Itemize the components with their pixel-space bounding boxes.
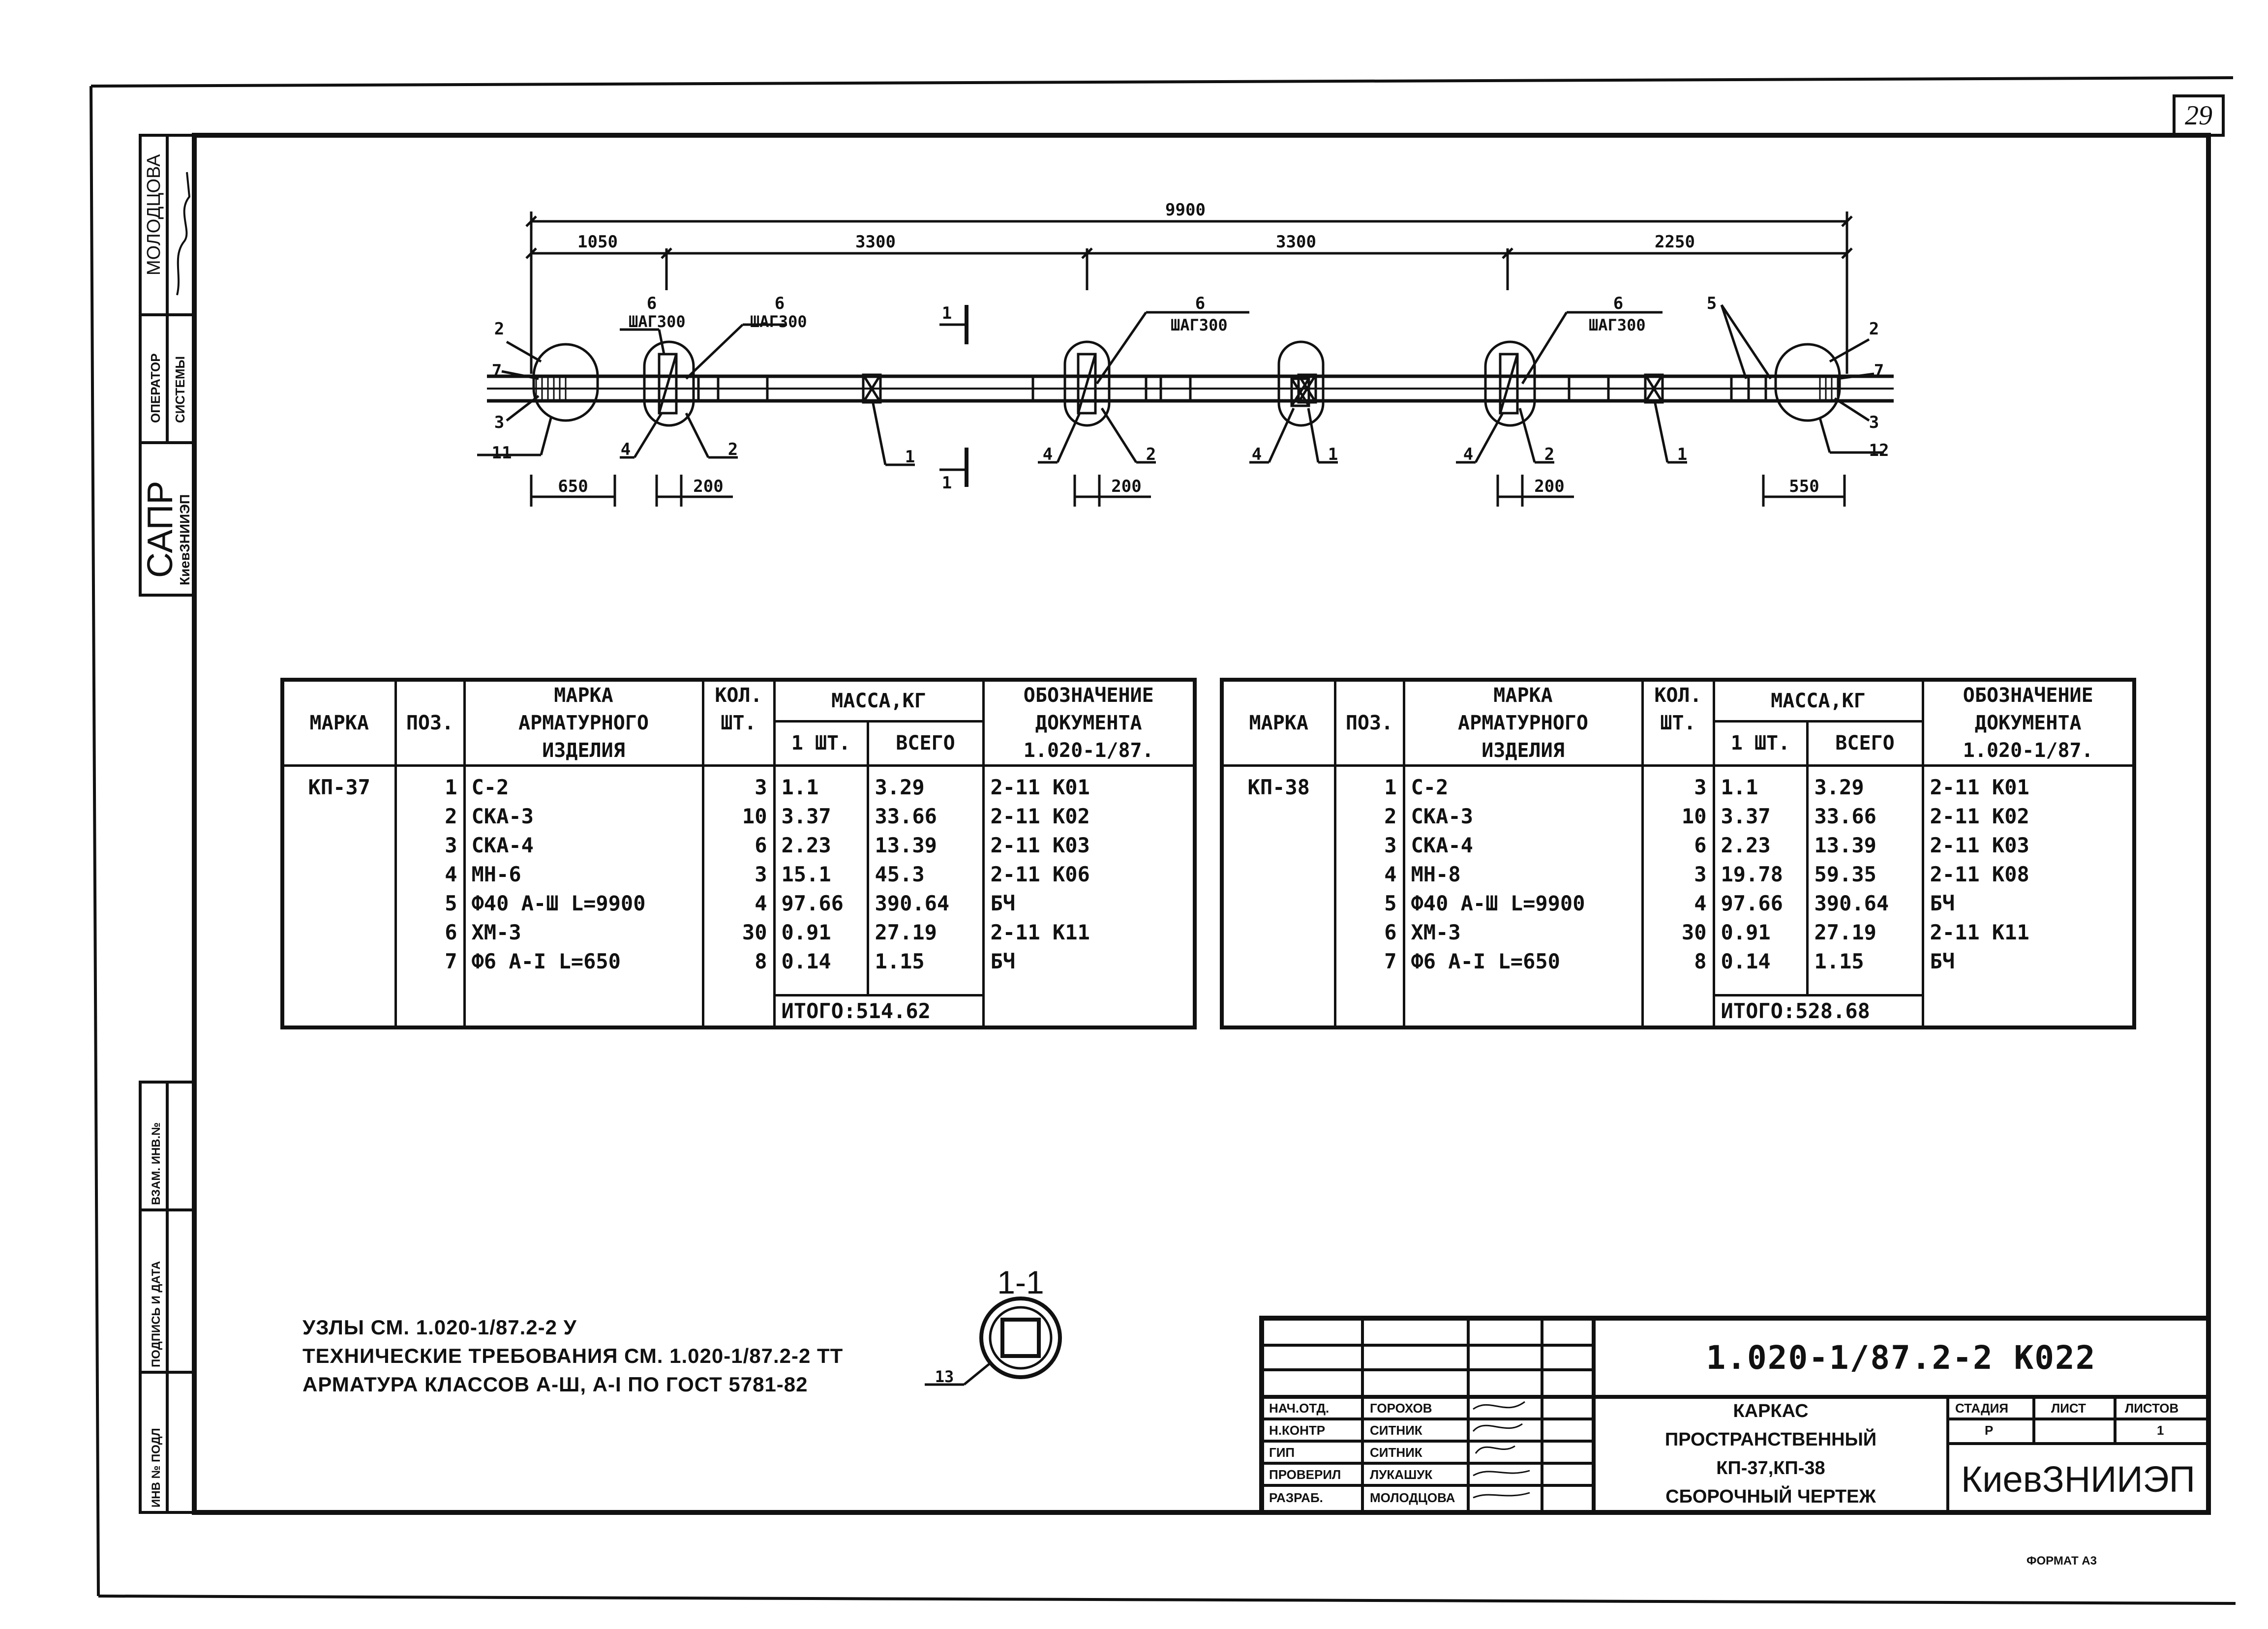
cell-name: Ф6 А-I L=650 [1411, 949, 1560, 973]
header-kol-1: КОЛ. [715, 684, 762, 707]
cell-itogo: ИТОГО:528.68 [1714, 995, 1923, 1027]
callout-7-left: 7 [491, 361, 502, 381]
note-line: ТЕХНИЧЕСКИЕ ТРЕБОВАНИЯ СМ. 1.020-1/87.2-2 ТТ [302, 1344, 844, 1367]
cell-one: 0.91 [1721, 920, 1771, 944]
dim-200-a: 200 [693, 477, 724, 496]
callout-6-b: 6 [774, 294, 785, 313]
cell-one: 2.23 [1721, 833, 1771, 857]
header-poz: ПОЗ. [395, 680, 464, 766]
spec-table-kp37 [280, 678, 1197, 1029]
role-label: НАЧ.ОТД. [1269, 1401, 1330, 1416]
header-doc [1923, 680, 2134, 766]
header-doc-2: ДОКУМЕНТА [1035, 712, 1142, 734]
col-name [1404, 766, 1642, 1027]
cell-poz: 4 [445, 862, 457, 886]
cell-poz: 5 [1384, 891, 1397, 915]
header-izdelie-2: АРМАТУРНОГО [518, 712, 649, 734]
callout-3-right: 3 [1869, 413, 1879, 432]
cell-itogo: ИТОГО:514.62 [774, 995, 983, 1027]
callout-2-left: 2 [494, 319, 505, 339]
cell-one: 1.1 [781, 775, 819, 799]
side-stamp [140, 135, 194, 1512]
cell-mark: КП-37 [282, 766, 395, 1027]
callout-7-right: 7 [1874, 361, 1884, 381]
col-doc [1923, 766, 2134, 1027]
cell-doc: 2-11 К01 [990, 775, 1090, 799]
callout-4-a: 4 [620, 440, 631, 459]
header-kol [703, 680, 774, 766]
cell-poz: 5 [445, 891, 457, 915]
cell-doc: 2-11 К08 [1930, 862, 2029, 886]
side-inv-podl: ИНВ № ПОДЛ [150, 1428, 163, 1508]
pitch-label-1: ШАГ300 [629, 312, 686, 331]
cell-one: 0.14 [1721, 949, 1771, 973]
cell-doc: БЧ [990, 891, 1016, 915]
callout-6-left: 6 [646, 294, 657, 313]
callout-4-b: 4 [1042, 445, 1053, 464]
header-doc-1: ОБОЗНАЧЕНИЕ [1963, 684, 2093, 707]
cell-name: СКА-3 [1411, 804, 1473, 828]
header-kol-1: КОЛ. [1654, 684, 1702, 707]
cell-qty: 4 [755, 891, 767, 915]
dim-seg-4: 2250 [1655, 232, 1695, 252]
role-name: ГОРОХОВ [1370, 1401, 1432, 1416]
role-label: ПРОВЕРИЛ [1269, 1467, 1341, 1482]
cell-total: 27.19 [1814, 920, 1876, 944]
cell-qty: 10 [1681, 804, 1707, 828]
notes-block [302, 1313, 843, 1399]
sheet-header: ЛИСТ [2051, 1401, 2086, 1416]
header-kol [1642, 680, 1714, 766]
role-name: СИТНИК [1370, 1445, 1422, 1460]
cell-one: 97.66 [781, 891, 844, 915]
cell-doc: 2-11 К02 [1930, 804, 2029, 828]
callout-4-c: 4 [1251, 445, 1262, 464]
pitch-label-4: ШАГ300 [1589, 316, 1646, 334]
col-total [868, 766, 983, 996]
cell-doc: БЧ [990, 949, 1016, 973]
callout-2-right: 2 [1869, 319, 1879, 339]
cell-poz: 6 [1384, 920, 1397, 944]
cell-doc: 2-11 К02 [990, 804, 1090, 828]
title-line: СБОРОЧНЫЙ ЧЕРТЕЖ [1665, 1486, 1876, 1507]
title-line: КП-37,КП-38 [1716, 1458, 1825, 1478]
org-name: КиевЗНИИЭП [1961, 1459, 2195, 1500]
col-one [774, 766, 868, 996]
col-doc [983, 766, 1195, 1027]
side-org: КиевЗНИИЭП [177, 494, 192, 585]
cell-qty: 3 [755, 862, 767, 886]
cell-doc: 2-11 К11 [1930, 920, 2029, 944]
side-operator-2: СИСТЕМЫ [173, 356, 187, 423]
cell-qty: 3 [755, 775, 767, 799]
section-mark-bottom: 1 [941, 473, 952, 493]
cage-elevation [477, 305, 1894, 507]
header-kol-2: ШТ. [721, 712, 756, 734]
header-total: ВСЕГО [868, 721, 983, 765]
pitch-label-3: ШАГ300 [1171, 316, 1228, 334]
col-name [464, 766, 703, 1027]
side-signature [177, 172, 189, 295]
dim-650: 650 [558, 477, 588, 496]
cell-doc: 2-11 К06 [990, 862, 1090, 886]
cell-poz: 3 [445, 833, 457, 857]
side-sign-date: ПОДПИСЬ И ДАТА [150, 1261, 163, 1367]
cell-total: 13.39 [1814, 833, 1876, 857]
header-doc-2: ДОКУМЕНТА [1974, 712, 2082, 734]
cell-one: 3.37 [781, 804, 831, 828]
cell-one: 15.1 [781, 862, 831, 886]
callout-2-a: 2 [727, 440, 738, 459]
col-poz [395, 766, 464, 1027]
header-massa: МАССА,КГ [774, 680, 983, 721]
drawing-title [1594, 1397, 1948, 1512]
section-mark-top: 1 [941, 303, 952, 323]
side-approver: МОЛОДЦОВА [144, 154, 164, 275]
cell-poz: 6 [445, 920, 457, 944]
role-label: РАЗРАБ. [1269, 1490, 1323, 1505]
cell-qty: 6 [755, 833, 767, 857]
cell-poz: 3 [1384, 833, 1397, 857]
cell-total: 33.66 [1814, 804, 1876, 828]
cell-poz: 1 [445, 775, 457, 799]
header-kol-2: ШТ. [1660, 712, 1696, 734]
dim-seg-3: 3300 [1276, 232, 1316, 252]
cell-doc: 2-11 К03 [990, 833, 1090, 857]
cell-qty: 30 [742, 920, 767, 944]
cell-total: 59.35 [1814, 862, 1876, 886]
cell-one: 19.78 [1721, 862, 1783, 886]
cell-doc: 2-11 К03 [1930, 833, 2029, 857]
cell-name: ХМ-3 [1411, 920, 1461, 944]
role-label: ГИП [1269, 1445, 1295, 1460]
cell-one: 0.91 [781, 920, 831, 944]
role-label: Н.КОНТР [1269, 1423, 1326, 1438]
cell-one: 97.66 [1721, 891, 1783, 915]
cell-qty: 30 [1681, 920, 1707, 944]
note-line: АРМАТУРА КЛАССОВ А-Ш, А-I ПО ГОСТ 5781-82 [302, 1373, 808, 1396]
cell-one: 2.23 [781, 833, 831, 857]
cell-one: 3.37 [1721, 804, 1771, 828]
page-number: 29 [2185, 100, 2212, 131]
dim-550: 550 [1789, 477, 1819, 496]
header-doc-3: 1.020-1/87. [1023, 739, 1154, 762]
dim-seg-2: 3300 [855, 232, 896, 252]
cell-name: Ф40 А-Ш L=9900 [1411, 891, 1585, 915]
cell-name: ХМ-3 [471, 920, 521, 944]
header-izdelie [1404, 680, 1642, 766]
callout-11: 11 [491, 443, 512, 463]
cell-qty: 8 [1694, 949, 1707, 973]
side-sapr: САПР [141, 481, 180, 578]
role-name: ЛУКАШУК [1370, 1467, 1433, 1482]
col-poz [1335, 766, 1404, 1027]
cell-poz: 7 [445, 949, 457, 973]
header-izdelie-3: ИЗДЕЛИЯ [1482, 739, 1565, 762]
header-marka: МАРКА [282, 680, 395, 766]
cell-doc: БЧ [1930, 949, 1955, 973]
note-line: УЗЛЫ СМ. 1.020-1/87.2-2 У [302, 1316, 577, 1339]
title-line: ПРОСТРАНСТВЕННЫЙ [1664, 1429, 1877, 1450]
cell-total: 27.19 [875, 920, 937, 944]
cell-poz: 1 [1384, 775, 1397, 799]
stage-value: Р [1985, 1423, 1994, 1438]
role-name: МОЛОДЦОВА [1370, 1490, 1455, 1505]
header-marka: МАРКА [1222, 680, 1335, 766]
callout-1-a: 1 [905, 447, 915, 467]
header-izdelie-1: МАРКА [1493, 684, 1553, 707]
callout-2-b: 2 [1146, 445, 1156, 464]
callout-2-c: 2 [1544, 445, 1555, 464]
cell-qty: 4 [1694, 891, 1707, 915]
callout-6-d: 6 [1613, 294, 1624, 313]
callout-5: 5 [1706, 294, 1717, 313]
cell-total: 3.29 [1814, 775, 1864, 799]
stage-header: СТАДИЯ [1955, 1401, 2009, 1416]
role-name: СИТНИК [1370, 1423, 1422, 1438]
header-total: ВСЕГО [1807, 721, 1923, 765]
header-poz: ПОЗ. [1335, 680, 1404, 766]
callout-13: 13 [935, 1367, 954, 1386]
cell-one: 0.14 [781, 949, 831, 973]
format-label: ФОРМАТ А3 [2026, 1554, 2097, 1568]
col-qty [703, 766, 774, 1027]
spec-table-kp38 [1220, 678, 2136, 1029]
callout-4-d: 4 [1463, 445, 1474, 464]
cell-mark: КП-38 [1222, 766, 1335, 1027]
header-doc-1: ОБОЗНАЧЕНИЕ [1023, 684, 1154, 707]
dim-200-b: 200 [1111, 477, 1142, 496]
cell-total: 1.15 [1814, 949, 1864, 973]
callout-12: 12 [1869, 441, 1889, 460]
callout-1-c: 1 [1677, 445, 1688, 464]
dim-total: 9900 [1165, 200, 1206, 220]
cell-name: С-2 [471, 775, 509, 799]
header-doc-3: 1.020-1/87. [1963, 739, 2093, 762]
cell-name: Ф6 А-I L=650 [471, 949, 621, 973]
cell-doc: 2-11 К11 [990, 920, 1090, 944]
sheets-header: ЛИСТОВ [2125, 1401, 2179, 1416]
header-one: 1 ШТ. [1714, 721, 1807, 765]
cell-total: 390.64 [875, 891, 950, 915]
cell-total: 390.64 [1814, 891, 1889, 915]
section-label: 1-1 [997, 1264, 1044, 1300]
cell-name: СКА-4 [471, 833, 534, 857]
callout-6-c: 6 [1195, 294, 1206, 313]
pitch-label-2: ШАГ300 [750, 312, 807, 331]
sheets-value: 1 [2157, 1423, 2164, 1438]
cell-total: 13.39 [875, 833, 937, 857]
callout-3-left: 3 [494, 413, 505, 432]
cell-name: Ф40 А-Ш L=9900 [471, 891, 646, 915]
dimension-lines-top [526, 211, 1852, 374]
cell-qty: 3 [1694, 775, 1707, 799]
cell-total: 33.66 [875, 804, 937, 828]
cell-one: 1.1 [1721, 775, 1758, 799]
cell-name: МН-6 [471, 862, 521, 886]
side-operator-1: ОПЕРАТОР [148, 353, 163, 423]
header-massa: МАССА,КГ [1714, 680, 1923, 721]
dim-seg-1: 1050 [577, 232, 618, 252]
cell-qty: 10 [742, 804, 767, 828]
cell-total: 3.29 [875, 775, 925, 799]
cell-total: 1.15 [875, 949, 925, 973]
cell-poz: 2 [1384, 804, 1397, 828]
cell-name: С-2 [1411, 775, 1449, 799]
cell-qty: 8 [755, 949, 767, 973]
cell-doc: 2-11 К01 [1930, 775, 2029, 799]
cell-doc: БЧ [1930, 891, 1955, 915]
document-code: 1.020-1/87.2-2 К022 [1706, 1338, 2096, 1377]
header-izdelie-2: АРМАТУРНОГО [1458, 712, 1588, 734]
dim-200-c: 200 [1534, 477, 1565, 496]
cell-name: СКА-4 [1411, 833, 1473, 857]
header-izdelie-1: МАРКА [554, 684, 613, 707]
header-one: 1 ШТ. [774, 721, 868, 765]
col-one [1714, 766, 1807, 996]
header-izdelie [464, 680, 703, 766]
cell-name: МН-8 [1411, 862, 1461, 886]
header-izdelie-3: ИЗДЕЛИЯ [542, 739, 625, 762]
cell-total: 45.3 [875, 862, 925, 886]
cell-qty: 6 [1694, 833, 1707, 857]
col-total [1807, 766, 1923, 996]
cell-poz: 2 [445, 804, 457, 828]
title-line: КАРКАС [1733, 1401, 1809, 1421]
cell-poz: 4 [1384, 862, 1397, 886]
cell-poz: 7 [1384, 949, 1397, 973]
header-doc [983, 680, 1195, 766]
cell-name: СКА-3 [471, 804, 534, 828]
side-inv-vzam: ВЗАМ. ИНВ.№ [150, 1122, 163, 1205]
cell-qty: 3 [1694, 862, 1707, 886]
callout-1-b: 1 [1328, 445, 1338, 464]
col-qty [1642, 766, 1714, 1027]
